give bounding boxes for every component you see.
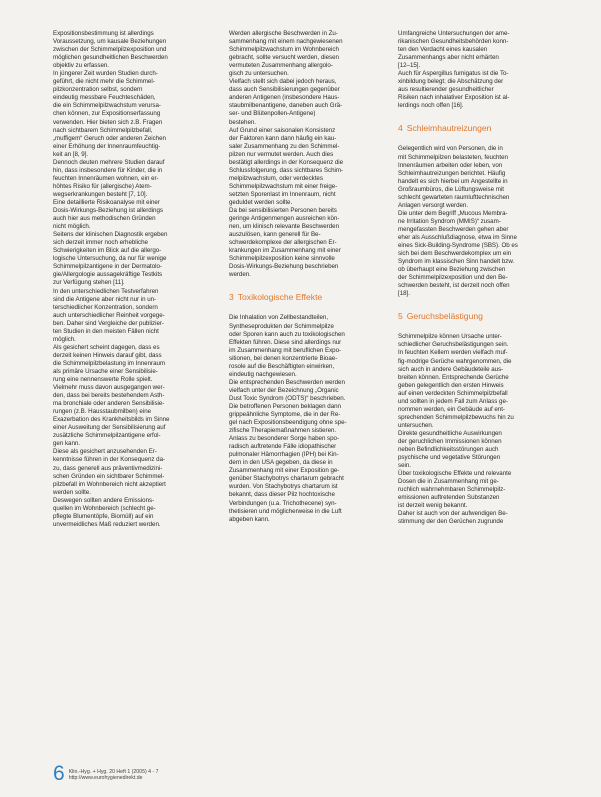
body-text-mucosa: Gelegentlich wird von Personen, die in mit Schimmelpilzen belasteten, feuchten Innenräumen arbeiten oder leben, von Schleimhautreizungen berichtet. Häufig handelt es sich hierbei um Angestellte in Großraumbüros, die Lüftungsweise mit schlecht gewarteten raumlufttechnischen Anlagen versorgt werden. Die unter dem Begriff „Mucous Membra- ne Irritation Syndrom (MMIS)“ zusam- mengefassten Beschwerden gehen aber eher als Ausschlußdiagnose, etwa im Sinne eines Sick-Building-Syndrome (SBS). Ob es sich bei dem Beschwerdekomplex um ein Syndrom im klassischen Sinn handelt bzw. ob überhaupt eine Beziehung zwischen der Schimmelpilzexposition und den Be- schwerden besteht, ist derzeit noch offen [18]. bbox=[398, 145, 518, 298]
section-heading-5 bbox=[398, 311, 548, 321]
section-title: Geruchsbelästigung bbox=[406, 311, 483, 322]
section-heading-4 bbox=[398, 123, 548, 133]
column-right bbox=[398, 30, 548, 526]
column-middle bbox=[229, 30, 377, 524]
section-title: Schleimhautreizungen bbox=[406, 123, 492, 134]
footer-url: http://www.eurohygienedirekt.de bbox=[68, 775, 143, 782]
body-text-toxic: Die Inhalation von Zellbestandteilen, Syntheseprodukten der Schimmelpilze oder Sporen kann auch zu toxikologischen Effekten führen. Diese sind allerdings nur im Zusammenhang mit beruflichen Expo- sitionen, bei denen konzentrierte Bioae- rosole auf die Beschäftigten einwirken, eindeutig nachgewiesen. Die entsprechenden Beschwerden werden vielfach unter der Bezeichnung „Organic Dust Toxic Syndrom (ODTS)“ beschrieben. Die betroffenen Personen beklagen dann grippeähnliche Symptome, die in der Re- gel nach Expositionsbeendigung ohne spe- zifische Therapiemaßnahmen sistieren. Anlass zu besonderer Sorge haben spo- radisch auftretende Fälle idiopathischer pulmonaler Hämorrhagien (IPH) bei Kin- dern in den USA gegeben, da diese in Zusammenhang mit einer Exposition ge- genüber Stachybotrys chartarum gebracht wurden. Von Stachybotrys chartarum ist bekannt, dass dieser Pilz hochtoxische Verbindungen (u.a. Trichothecene) syn- thetisieren und möglicherweise in die Luft abgeben kann. bbox=[229, 314, 347, 523]
body-text-allergy: Werden allergische Beschwerden in Zu- sammenhang mit einem nachgewiesenen Schimmelpilzwachstum im Wohnbereich gebracht, sollte versucht werden, diesen vermuteten Zusammenhang allergolo- gisch zu untersuchen. Vielfach stellt sich dabei jedoch heraus, dass auch Sensibilisierungen gegenüber anderen Antigenen (insbesondere Haus- staubmilbenantigene, daneben auch Grä- ser- und Blütenpollen-Antigene) bestehen. Auf Grund einer saisonalen Konsistenz der Faktoren kann dann häufig ein kau- saler Zusammenhang zu den Schimmel- pilzen nur vermutet werden. Auch dies bestätigt allerdings in der Konsequenz die Schlussfolgerung, dass sichtbares Schim- melpilzwachstum, oder verdecktes Schimmelpilzwachstum mit einer freige- setzten Sporenlast im Innenraum, nicht geduldet werden sollte. Da bei sensibilisierten Personen bereits geringe Antigenmengen ausreichen kön- nen, um klinisch relevante Beschwerden auszulösen, kann generell für Be- schwerdekomplexe der allergischen Er- krankungen im Zusammenhang mit einer Schimmelpilzexposition keine sinnvolle Dosis-Wirkungs-Beziehung beschrieben werden. bbox=[229, 30, 344, 279]
section-title: Toxikologische Effekte bbox=[237, 292, 323, 303]
section-number: 3 bbox=[229, 292, 234, 303]
section-heading-3 bbox=[229, 292, 377, 302]
footer-citation bbox=[69, 764, 159, 782]
section-number: 5 bbox=[398, 311, 403, 322]
column-left bbox=[53, 30, 203, 529]
page-footer bbox=[53, 764, 159, 784]
section-number: 4 bbox=[398, 123, 403, 134]
body-text-intro-right: Umfangreiche Untersuchungen der ame- rikanischen Gesundheitsbehörden konn- ten den Verdacht eines kausalen Zusammenhangs aber nicht erhärten [12–15]. Auch für Aspergillus fumigatus ist die To- xinbildung belegt; die Abschätzung der aus resultierender gesundheitlicher Risiken nach inhalativer Exposition ist al- lerdings noch offen [16]. bbox=[398, 30, 510, 110]
body-text-odor: Schimmelpilze können Ursache unter- schiedlicher Geruchsbelästigungen sein. In feuchten Kellern werden vielfach muf- fig-modrige Gerüche wahrgenommen, die sich auch in andere Gebäudeteile aus- breiten können. Entsprechende Gerüche geben gelegentlich den ersten Hinweis auf einen verdeckten Schimmelpilzbefall und sollten in jedem Fall zum Anlass ge- nommen werden, ein Gebäude auf ent- sprechenden Schimmelpilzbewuchs hin zu untersuchen. Direkte gesundheitliche Auswirkungen der geruchlichen Immissionen können neben Befindlichkeitsstörungen auch psychische und vegetative Störungen sein. Über toxikologische Effekte und relevante Dosen die in Zusammenhang mit ge- ruchlich wahrnehmbaren Schimmelpilz- emissionen auftretenden Substanzen ist derzeit wenig bekannt. Daher ist auch von der aufwendigen Be- stimmung der den Gerüchen zugrunde bbox=[398, 333, 514, 526]
body-text-left: Expositionsbestimmung ist allerdings Voraussetzung, um kausale Beziehungen zwischen der Schimmelpilzexposition und möglichen gesundheitlichen Beschwerden objektiv zu erfassen. In jüngerer Zeit wurden Studien durch- geführt, die nicht mehr die Schimmel- pilzkonzentration selbst, sondern eindeutig messbare Feuchteschäden, die ein Schimmelpilzwachstum verursa- chen können, zur Expositionserfassung verwenden. Hier bieten sich z.B. Fragen nach sichtbarem Schimmelpilzbefall, „muffigem“ Geruch oder anderen Zeichen einer Erhöhung der Innenraumfeuchtig- keit an [8, 9]. Dennoch deuten mehrere Studien darauf hin, dass insbesondere für Kinder, die in feuchten Innenräumen wohnen, ein er- höhtes Risiko für (allergische) Atem- wegserkrankungen besteht [7, 10]. Eine detaillierte Risikoanalyse mit einer Dosis-Wirkungs-Beziehung ist allerdings auch hier aus methodischen Gründen nicht möglich. Seitens der klinischen Diagnostik ergeben sich derzeit immer noch erhebliche Schwierigkeiten im Blick auf die allergo- logische Untersuchung, da nur für wenige Schimmelpilzantigene in der Dermatolo- gie/Allergologie aussagekräftige Testkits zur Verfügung stehen [11]. In den unterschiedlichen Testverfahren sind die Antigene aber nicht nur in un- terschiedlicher Konzentration, sondern auch unterschiedlicher Reinheit vorgege- ben. Daher sind Vergleiche der publizier- ten Studien in den meisten Fällen nicht möglich. Als gesichert scheint dagegen, dass es derzeit keinen Hinweis darauf gibt, dass die Schimmelpilzbelastung im Innenraum als primäre Ursache einer Sensibilisie- rung eine nennenswerte Rolle spielt. Vielmehr muss davon ausgegangen wer- den, dass bei bereits bestehendem Asth- ma bronchiale oder anderen Sensibilisie- rungen (z.B. Hausstaubmilben) eine Exazerbation des Krankheitsbilds im Sinne einer Ausweitung der Sensibilisierung auf zusätzliche Schimmelpilzantigene erfol- gen kann. Diese als gesichert anzusehenden Er- kenntnisse führen in der Konsequenz da- zu, dass generell aus präventivmedizini- schen Gründen ein sichtbarer Schimmel- pilzbefall im Wohnbereich nicht akzeptiert werden sollte. Deswegen sollten andere Emissions- quellen im Wohnbereich (schlecht ge- pflegte Blumentöpfe, Biomüll) auf ein unvermeidliches Maß reduziert werden. bbox=[53, 30, 170, 528]
page-number: 6 bbox=[53, 762, 65, 785]
journal-reference: Klin.-Hyg. + Hyg. 20 Heft 1 (2005) 4 - 7 bbox=[68, 769, 159, 775]
